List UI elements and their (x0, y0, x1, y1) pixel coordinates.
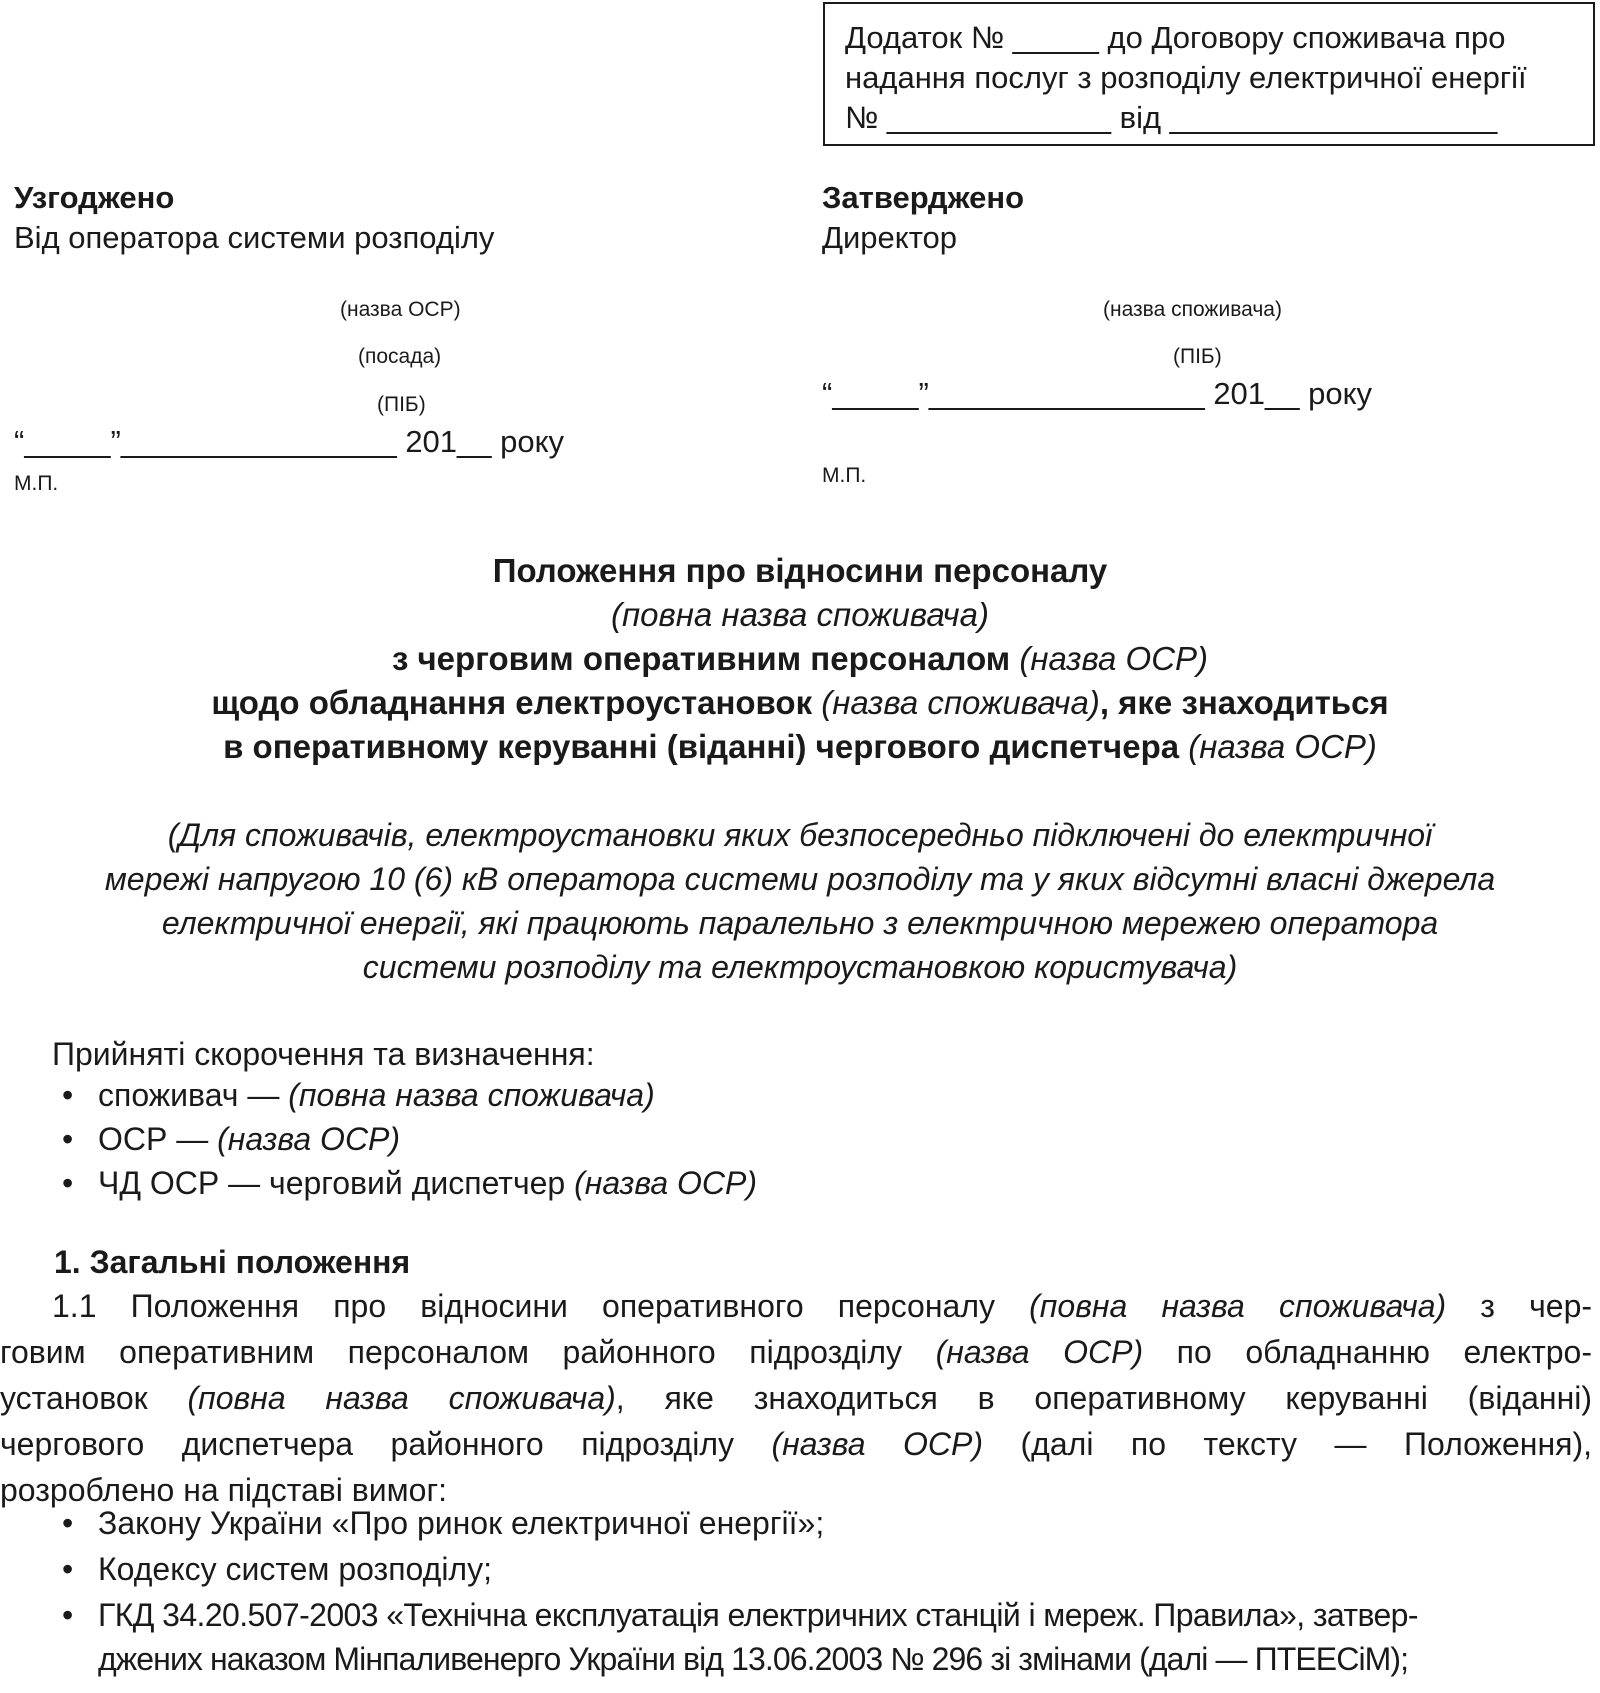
abbreviation-definition: (назва ОСР) (574, 1165, 758, 1201)
right-approval-pib-hint: (ПІБ) (1173, 345, 1222, 368)
section-1-paragraph (0, 1283, 1600, 1513)
right-approval-heading: Затверджено (822, 180, 1025, 215)
scope-line-4: системи розподілу та електроустановкою користувача) (362, 949, 1238, 985)
left-approval-date-line: “_____”________________ 201__ року (14, 424, 565, 459)
title-line-3-italic: (назва ОСР) (1010, 640, 1209, 677)
document-title (0, 549, 1600, 769)
title-line-4-bold-b: , яке знаходиться (1099, 684, 1389, 721)
paragraph-line (0, 1375, 1592, 1421)
title-line-3-bold: з черговим оперативним персоналом (391, 640, 1011, 677)
scope-line-1: (Для споживачів, електроустановки яких безпосередньо підключені до електричної (167, 817, 1433, 853)
title-line-4 (0, 681, 1600, 725)
title-line-4-bold-a: щодо обладнання електроустановок (211, 684, 813, 721)
title-line-5-italic: (назва ОСР) (1179, 728, 1377, 765)
left-approval-pib-hint: (ПІБ) (377, 393, 426, 416)
left-approval-heading: Узгоджено (14, 180, 175, 215)
scope-line-2: мережі напругою 10 (6) кВ оператора системи розподілу та у яких відсутні власні джерела (104, 861, 1496, 897)
paragraph-placeholder: (назва ОСР) (935, 1334, 1144, 1370)
bullet-icon: • (62, 1165, 74, 1201)
left-approval-role: Від оператора системи розподілу (14, 220, 495, 255)
bullet-icon: • (62, 1505, 74, 1541)
right-approval-role: Директор (822, 220, 958, 255)
title-line-5-bold: в оперативному керуванні (віданні) чергового диспетчера (223, 728, 1180, 765)
bullet-icon: • (62, 1551, 74, 1587)
paragraph-placeholder: (повна назва споживача) (187, 1380, 616, 1416)
abbreviation-item (62, 1121, 400, 1158)
title-line-4-italic: (назва споживача) (812, 684, 1100, 721)
paragraph-line (0, 1421, 1592, 1467)
requirement-item (62, 1505, 824, 1542)
bullet-icon: • (62, 1121, 74, 1157)
title-line-1: Положення про відносини персоналу (492, 552, 1108, 589)
paragraph-line (0, 1283, 1592, 1329)
scope-line-3: електричної енергії, які працюють паралельно з електричною мережею оператора (161, 905, 1439, 941)
paragraph-text: по обладнанню електро- (1143, 1334, 1593, 1370)
right-approval-date-line: “_____”________________ 201__ року (822, 376, 1373, 411)
title-line-5 (0, 725, 1600, 769)
abbreviation-definition: (назва ОСР) (217, 1121, 401, 1157)
section-1-heading: 1. Загальні положення (54, 1244, 411, 1280)
title-line-2: (повна назва споживача) (611, 596, 989, 633)
abbreviation-term: споживач — (98, 1077, 289, 1113)
abbreviation-item (62, 1077, 655, 1114)
requirement-continuation: джених наказом Мінпаливенерго України від 13.06.2003 № 296 зі змінами (далі — ПТЕЕСіМ); (98, 1641, 1409, 1677)
paragraph-text: 1.1 Положення про відносини оперативного персоналу (52, 1288, 1030, 1324)
right-approval-seal: М.П. (822, 464, 867, 487)
abbreviation-definition: (повна назва споживача) (288, 1077, 655, 1113)
right-approval-name-hint: (назва споживача) (1103, 298, 1282, 321)
addendum-line-1: Додаток № _____ до Договору споживача про (845, 20, 1506, 55)
left-approval-position-hint: (посада) (358, 345, 442, 368)
requirement-text: Кодексу систем розподілу; (98, 1551, 492, 1587)
paragraph-text: чергового диспетчера районного підрозділу (0, 1426, 772, 1462)
bullet-icon: • (62, 1077, 74, 1113)
abbreviation-item (62, 1165, 757, 1202)
addendum-line-2: надання послуг з розподілу електричної енергії (845, 60, 1527, 95)
paragraph-text: установок (0, 1380, 188, 1416)
scope-note (0, 813, 1600, 989)
title-line-3 (0, 637, 1600, 681)
paragraph-text: , яке знаходиться в оперативному керуванні (віданні) (615, 1380, 1592, 1416)
paragraph-text: говим оперативним персоналом районного підрозділу (0, 1334, 936, 1370)
abbreviations-heading: Прийняті скорочення та визначення: (52, 1036, 595, 1072)
bullet-icon: • (62, 1597, 73, 1633)
paragraph-text: (далі по тексту — Положення), (983, 1426, 1593, 1462)
paragraph-placeholder: (повна назва споживача) (1029, 1288, 1447, 1324)
addendum-box (823, 2, 1595, 146)
abbreviation-term: ЧД ОСР — черговий диспетчер (98, 1165, 575, 1201)
requirement-text: Закону України «Про ринок електричної енергії»; (98, 1505, 825, 1541)
addendum-line-3: № _____________ від ___________________ (845, 100, 1498, 135)
left-approval-seal: М.П. (14, 472, 59, 495)
requirement-item (62, 1551, 492, 1588)
requirement-item (62, 1597, 1418, 1634)
paragraph-placeholder: (назва ОСР) (771, 1426, 984, 1462)
paragraph-line (0, 1329, 1592, 1375)
paragraph-text: з чер- (1446, 1288, 1593, 1324)
requirement-text: ГКД 34.20.507-2003 «Технічна експлуатація електричних станцій і мереж. Правила», затвер- (98, 1597, 1418, 1633)
paragraph-line: розроблено на підставі вимог: (0, 1472, 448, 1508)
abbreviation-term: ОСР — (98, 1121, 218, 1157)
left-approval-name-hint: (назва ОСР) (340, 298, 461, 321)
